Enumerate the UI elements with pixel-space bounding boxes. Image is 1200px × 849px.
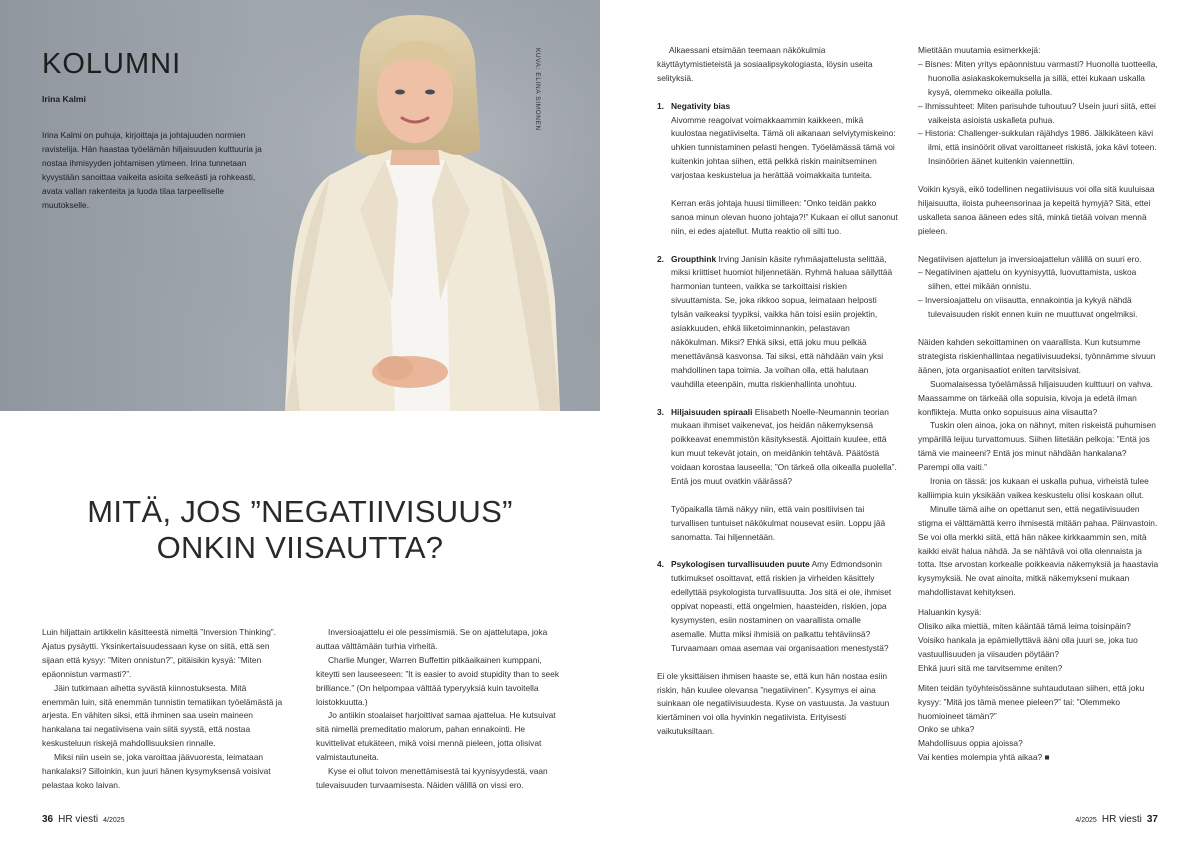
list-item — [657, 253, 899, 392]
body-column-3 — [657, 44, 899, 739]
list-item — [657, 558, 899, 655]
item-title: Groupthink — [671, 253, 717, 264]
item-text: Elisabeth Noelle-Neumannin teorian mukaan ihmiset vaikenevat, jos heidän näkemyksensä poikkeavat enemmistön käsityksestä. Ajoittain kuulee, että kun muut tekevät jotain, on meidänkin tehtävä. Päätöstä voidaan korostaa lauseella: ”On tärkeä olla oikealla puolella”. Entä jos muut ovatkin väärässä? — [671, 406, 897, 487]
item-text: Aivomme reagoivat voimakkaammin kaikkeen, mikä kuulostaa negatiiviselta. Tämä oli aikanaan selviytymiskeino: uhkien tunnistaminen pelasti hengen. Työelämässä tämä voi kuitenkin johtaa siihen, että pelkkä riskin mainitseminen varjostaa keskustelua ja herättää voimakkaita tunteita. — [671, 114, 896, 181]
paragraph: Ehkä juuri sitä me tarvitsemme eniten? — [918, 662, 1063, 673]
paragraph: Voikin kysyä, eikö todellinen negatiivisuus voi olla sitä kuuluisaa hiljaisuutta, iloista puheensorinaa ja kepeitä hymyjä? Sitä, ettei uskalleta sanoa ääneen edes sitä, minkä tietää voivan mennä pieleen. — [918, 184, 1155, 236]
photo-credit: KUVA: ELINA SIMONEN — [534, 48, 541, 131]
body-column-1 — [42, 626, 285, 793]
paragraph: Minulle tämä aihe on opettanut sen, että negatiivisuuden stigma ei välttämättä kerro ihmisestä mitään pahaa. Päinvastoin. Se voi olla merkki siitä, että hän näkee kirkkaammin sen, mitä kaikki eivät halua nähdä. Ja se nähtävä voi olla olennaista ja totta. Itse arvostan korkealle poikkeavia näkemyksiä ja haastavia kysymyksiä. Ne ovat ainoita, mitkä näkemykseni mukaan mahdollistavat kehityksen. — [918, 503, 1159, 598]
list-item: – Bisnes: Miten yritys epäonnistuu varmasti? Huonolla tuotteella, huonolla asiakaskokemuksella ja sillä, ettei kukaan uskalla kysyä, olemmeko oikealla polulla. — [918, 58, 1158, 97]
item-number: 4. — [657, 559, 664, 570]
paragraph: Onko se uhka? — [918, 724, 975, 735]
paragraph: Tuskin olen ainoa, joka on nähnyt, miten riskeistä puhumisen ympärillä leijuu turvattomuus. Siihen liitetään pelkoja: ”Entä jos tämä vie maineeni? Entä jos minut nähdään hankalana? Parempi olla vaiti.” — [918, 420, 1156, 473]
paragraph: Miten teidän työyhteisössänne suhtaudutaan siihen, että joku kysyy: ”Mitä jos tämä menee pieleen?” tai: ”Olemmeko huomioineet tämän?” — [918, 682, 1145, 721]
paragraph: Kyse ei ollut toivon menettämisestä tai kyynisyydestä, vaan tulevaisuuden turvaamisesta. Näiden välillä on vissi ero. — [316, 766, 548, 790]
item-title: Negativity bias — [671, 100, 731, 111]
headline-line-2: ONKIN VIISAUTTA? — [156, 530, 444, 565]
issue-number: 4/2025 — [1075, 817, 1097, 824]
item-title: Psykologisen turvallisuuden puute — [671, 559, 810, 570]
headline — [0, 494, 600, 566]
paragraph: Miksi niin usein se, joka varoittaa jäävuoresta, leimataan hankalaksi? Silloinkin, kun juuri hänen kysymyksensä voisivat pelastaa koko laivan. — [42, 752, 271, 790]
item-number: 3. — [657, 406, 664, 417]
paragraph: Voisiko hankala ja epämiellyttävä ääni olla juuri se, joka tuo vastuullisuuden ja viisauden pöytään? — [918, 635, 1138, 659]
paragraph: Suomalaisessa työelämässä hiljaisuuden kulttuuri on vahva. Maassamme on tärkeää olla sopuisia, kivoja ja edetä ilman konflikteja. Mutta onko sopuisuus aina viisautta? — [918, 378, 1153, 417]
paragraph: Inversioajattelu ei ole pessimismiä. Se on ajattelutapa, joka auttaa välttämään turhia virheitä. — [316, 627, 548, 651]
item-text: Kerran eräs johtaja huusi tiimilleen: ”Onko teidän pakko sanoa minun olevan huono johtaja?!” Kukaan ei ollut sanonut niin, ei edes ajatellut. Mutta reaktio oli silti tuo. — [671, 197, 898, 236]
magazine-name: HR viesti — [58, 814, 99, 825]
list-item: – Inversioajattelu on viisautta, ennakointia ja kykyä nähdä tulevaisuuden riskit ennen kuin ne muuttuvat ongelmiksi. — [918, 295, 1138, 320]
headline-line-1: MITÄ, JOS ”NEGATIIVISUUS” — [87, 494, 513, 529]
paragraph: Jäin tutkimaan aihetta syvästä kiinnostuksesta. Mitä enemmän luin, sitä enemmän tunnistin tematiikan työelämästä ja arjesta. En vähiten siksi, että ihminen saa usein maineen hankalana tai negatiivisena vain siitä syystä, että nostaa keskusteluun riskejä mahdollisuuksien rinnalle. — [42, 682, 283, 749]
paragraph: Jo antiikin stoalaiset harjoittivat samaa ajattelua. He kutsuivat sitä nimellä premeditatio malorum, pahan ennakointi. He kuvittelivat etukäteen, mikä voisi mennä pieleen, jotta olisivat valmistautuneita. — [316, 710, 556, 763]
paragraph: Vai kenties molempia yhtä aikaa? ■ — [918, 752, 1050, 763]
paragraph: Charlie Munger, Warren Buffettin pitkäaikainen kumppani, kiteytti sen lauseeseen: ”It is easier to avoid stupidity than to seek brilliance.” (On helpompaa välttää typeryyksiä kuin tavoitella loistokkuutta.) — [316, 654, 560, 707]
item-text: Työpaikalla tämä näkyy niin, että vain positiivisen tai turvallisen tuntuiset näkökulmat nousevat esiin. Loppu jää sanomatta. Tai hiljennetään. — [671, 503, 886, 542]
page-number: 36 — [42, 814, 54, 825]
list-item — [657, 100, 899, 114]
item-title: Hiljaisuuden spiraali — [671, 406, 753, 417]
item-text: Irving Janisin käsite ryhmäajattelusta selittää, miksi kriittiset huomiot hiljennetään. Ryhmä haluaa säilyttää harmonian tunteen, vaikka se tarkoittaisi riskien sivuuttamista. Se, joka rikkoo sopua, leimataan helposti tylsän vaikeaksi tyypiksi, vaikka hän toisi esiin projektin, asiakkuuden, ehkä liiketoiminnankin, pelastavan näkökulman. Miksi? Ehkä siksi, että joku muu pelkää menettävänsä kasvonsa. Tai siksi, että nähdään vain yksi mahdollinen tapa toimia. Ja voihan olla, että halutaan vauhdilla eteenpäin, mutta riskienhallinta unohtuu. — [671, 253, 893, 389]
list-item — [657, 406, 899, 489]
paragraph: Negatiivisen ajattelun ja inversioajattelun välillä on suuri ero. — [918, 253, 1142, 264]
body-column-4 — [918, 44, 1160, 765]
paragraph: Ei ole yksittäisen ihmisen haaste se, että kun hän nostaa esiin riskin, hän kuulee olevansa ”negatiivinen”. Kysymys ei aina suinkaan ole negatiivisuudesta. Kyse on vastuusta. Ja vastuun kiertäminen voi olla hyvinkin negatiivista. Erityisesti vaikutuksiltaan. — [657, 670, 890, 737]
paragraph: Olisiko aika miettiä, miten kääntää tämä leima toisinpäin? — [918, 621, 1131, 632]
paragraph: Mietitään muutamia esimerkkejä: — [918, 45, 1041, 55]
list-item: – Ihmissuhteet: Miten parisuhde tuhoutuu? Usein juuri siitä, ettei vaikeista asioista uskalleta puhua. — [918, 100, 1156, 125]
author-name: Irina Kalmi — [42, 94, 86, 104]
paragraph: Näiden kahden sekoittaminen on vaarallista. Kun kutsumme strategista riskienhallintaa negatiivisuudeksi, työnnämme sivuun äänen, jota organisaatiot eniten tarvitsisivat. — [918, 336, 1156, 375]
paragraph: Haluankin kysyä: — [918, 607, 982, 618]
issue-number: 4/2025 — [103, 817, 125, 824]
magazine-name: HR viesti — [1101, 814, 1142, 825]
footer-right — [1075, 814, 1158, 825]
body-column-2 — [316, 626, 559, 793]
list-item: – Historia: Challenger-sukkulan räjähdys 1986. Jälkikäteen kävi ilmi, että insinöörit olivat varoittaneet riskistä, joka kävi toteen. Insinöörien äänet kuitenkin vaiennettiin. — [918, 128, 1157, 167]
footer-left — [42, 814, 125, 825]
paragraph: Alkaessani etsimään teemaan näkökulmia käyttäytymistieteistä ja sosiaalipsykologiasta, löysin useita selityksiä. — [657, 45, 873, 83]
item-text: Amy Edmondsonin tutkimukset osoittavat, että riskien ja virheiden käsittely edellyttää psykologista turvallisuutta. Jos sitä ei ole, ihmiset oppivat nopeasti, että ongelmien, haasteiden, riskien, jopa kysymysten, esiin nostaminen on vaarallista omalle asemalle. Mutta miksi ihmisiä on palkattu tehtäviinsä? Turvaamaan omaa asemaa vai organisaation menestystä? — [671, 559, 892, 653]
item-number: 1. — [657, 100, 664, 111]
section-label: KOLUMNI — [42, 48, 182, 80]
item-number: 2. — [657, 253, 664, 264]
list-item: – Negatiivinen ajattelu on kyynisyyttä, luovuttamista, uskoa siihen, ettei mikään onnistu. — [918, 267, 1137, 292]
paragraph: Ironia on tässä: jos kukaan ei uskalla puhua, virheistä tulee kalliimpia kuin yksikään vaikea keskustelu olisi koskaan ollut. — [918, 476, 1149, 500]
paragraph: Luin hiljattain artikkelin käsitteestä nimeltä ”Inversion Thinking”. Ajatus pysäytti. Yksinkertaisuudessaan kyse on siitä, että sen sijaan että kysyy: ”Miten onnistun?”, pitäisikin kysyä: ”Miten epäonnistun varmasti?”. — [42, 627, 276, 679]
author-intro: Irina Kalmi on puhuja, kirjoittaja ja johtajuuden normien ravistelija. Hän haastaa työelämän hiljaisuuden kulttuuria ja nostaa ihmisyyden johtamisen ytimeen. Irina tunnetaan kyvystään sanoittaa vaikeita asioita selkeästi ja rohkeasti, avata vallan rakenteita ja luoda tilaa tarpeelliselle muutokselle. — [42, 130, 262, 210]
page-number: 37 — [1146, 814, 1158, 825]
paragraph: Mahdollisuus oppia ajoissa? — [918, 738, 1023, 749]
